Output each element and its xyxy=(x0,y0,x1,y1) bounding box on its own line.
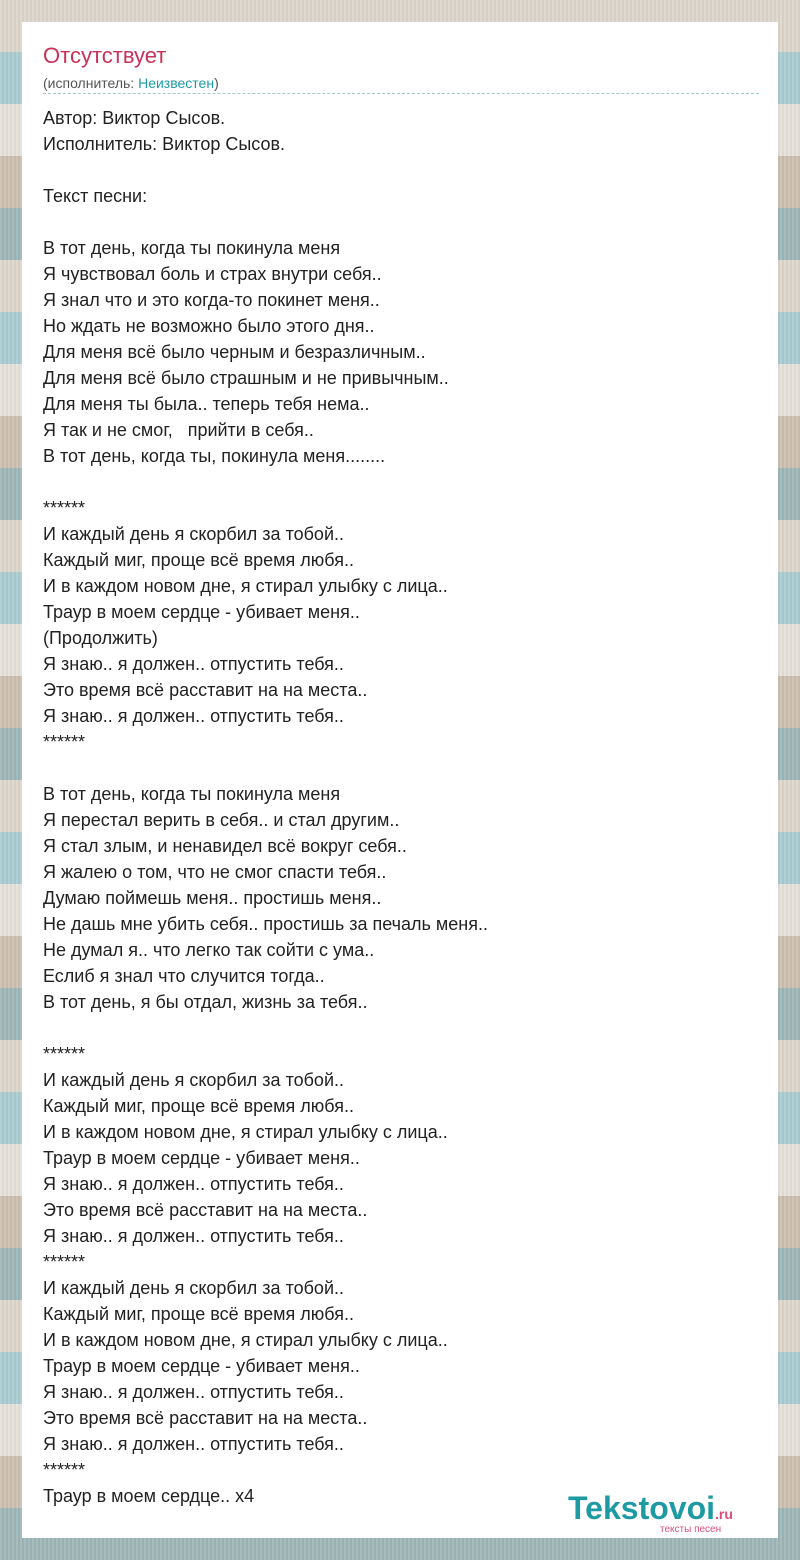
lyrics-line: ****** xyxy=(43,732,86,752)
lyrics-line: Исполнитель: Виктор Сысов. xyxy=(43,134,286,154)
lyrics-line: Но ждать не возможно было этого дня.. xyxy=(43,316,375,336)
lyrics-line: И каждый день я скорбил за тобой.. xyxy=(43,524,344,544)
lyrics-line: Я знаю.. я должен.. отпустить тебя.. xyxy=(43,1226,344,1246)
lyrics-line: Я знаю.. я должен.. отпустить тебя.. xyxy=(43,706,344,726)
lyrics-line: ****** xyxy=(43,1252,86,1272)
lyrics-line: Текст песни: xyxy=(43,186,148,206)
lyrics-line: Каждый миг, проще всё время любя.. xyxy=(43,1096,354,1116)
lyrics-line: Это время всё расставит на на места.. xyxy=(43,1408,368,1428)
performer-prefix: (исполнитель: xyxy=(43,75,139,91)
lyrics-line: Автор: Виктор Сысов. xyxy=(43,108,226,128)
lyrics-text xyxy=(43,105,759,1509)
lyrics-line: Для меня всё было страшным и не привычным.. xyxy=(43,368,449,388)
lyrics-line: Я жалею о том, что не смог спасти тебя.. xyxy=(43,862,387,882)
performer-link[interactable]: Неизвестен xyxy=(138,75,215,91)
lyrics-line: И каждый день я скорбил за тобой.. xyxy=(43,1070,344,1090)
lyrics-line: В тот день, когда ты, покинула меня........ xyxy=(43,446,386,466)
lyrics-line: Траур в моем сердце - убивает меня.. xyxy=(43,1148,360,1168)
lyrics-line: Еслиб я знал что случится тогда.. xyxy=(43,966,325,986)
lyrics-line xyxy=(43,209,759,235)
lyrics-line: Не думал я.. что легко так сойти с ума.. xyxy=(43,940,375,960)
lyrics-line xyxy=(43,1015,759,1041)
lyrics-line: Я знаю.. я должен.. отпустить тебя.. xyxy=(43,654,344,674)
lyrics-line: Для меня всё было черным и безразличным.. xyxy=(43,342,426,362)
song-title: Отсутствует xyxy=(43,43,167,68)
lyrics-line xyxy=(43,157,759,183)
lyrics-line: В тот день, я бы отдал, жизнь за тебя.. xyxy=(43,992,368,1012)
lyrics-line: ****** xyxy=(43,1044,86,1064)
lyrics-line xyxy=(43,469,759,495)
lyrics-line: Для меня ты была.. теперь тебя нема.. xyxy=(43,394,370,414)
performer-line xyxy=(43,74,219,92)
lyrics-card xyxy=(22,22,778,1538)
lyrics-line: Траур в моем сердце - убивает меня.. xyxy=(43,602,360,622)
lyrics-line: Я чувствовал боль и страх внутри себя.. xyxy=(43,264,382,284)
lyrics-line: Я перестал верить в себя.. и стал другим.. xyxy=(43,810,400,830)
lyrics-line: В тот день, когда ты покинула меня xyxy=(43,784,341,804)
lyrics-line: И в каждом новом дне, я стирал улыбку с лица.. xyxy=(43,576,448,596)
lyrics-line: (Продолжить) xyxy=(43,628,158,648)
lyrics-line: Я стал злым, и ненавидел всё вокруг себя.. xyxy=(43,836,407,856)
lyrics-line: Я знал что и это когда-то покинет меня.. xyxy=(43,290,380,310)
lyrics-line: Каждый миг, проще всё время любя.. xyxy=(43,1304,354,1324)
lyrics-line: Не дашь мне убить себя.. простишь за печаль меня.. xyxy=(43,914,488,934)
lyrics-line: И каждый день я скорбил за тобой.. xyxy=(43,1278,344,1298)
lyrics-line: Каждый миг, проще всё время любя.. xyxy=(43,550,354,570)
performer-suffix: ) xyxy=(214,75,219,91)
lyrics-line: Траур в моем сердце.. x4 xyxy=(43,1486,255,1506)
site-logo[interactable] xyxy=(568,1490,733,1535)
lyrics-line: В тот день, когда ты покинула меня xyxy=(43,238,341,258)
lyrics-line: ****** xyxy=(43,498,86,518)
logo-tld: .ru xyxy=(715,1506,733,1522)
title-divider xyxy=(43,93,759,94)
lyrics-line: И в каждом новом дне, я стирал улыбку с лица.. xyxy=(43,1122,448,1142)
lyrics-line: ****** xyxy=(43,1460,86,1480)
lyrics-line: Я знаю.. я должен.. отпустить тебя.. xyxy=(43,1382,344,1402)
lyrics-line xyxy=(43,755,759,781)
lyrics-line: Я знаю.. я должен.. отпустить тебя.. xyxy=(43,1174,344,1194)
lyrics-line: Я так и не смог, прийти в себя.. xyxy=(43,420,314,440)
lyrics-line: Думаю поймешь меня.. простишь меня.. xyxy=(43,888,382,908)
logo-tagline: тексты песен xyxy=(660,1524,722,1535)
lyrics-line: Это время всё расставит на на места.. xyxy=(43,1200,368,1220)
lyrics-line: Траур в моем сердце - убивает меня.. xyxy=(43,1356,360,1376)
lyrics-line: И в каждом новом дне, я стирал улыбку с лица.. xyxy=(43,1330,448,1350)
lyrics-line: Это время всё расставит на на места.. xyxy=(43,680,368,700)
lyrics-line: Я знаю.. я должен.. отпустить тебя.. xyxy=(43,1434,344,1454)
logo-brand: Tekstovoi xyxy=(568,1490,715,1526)
